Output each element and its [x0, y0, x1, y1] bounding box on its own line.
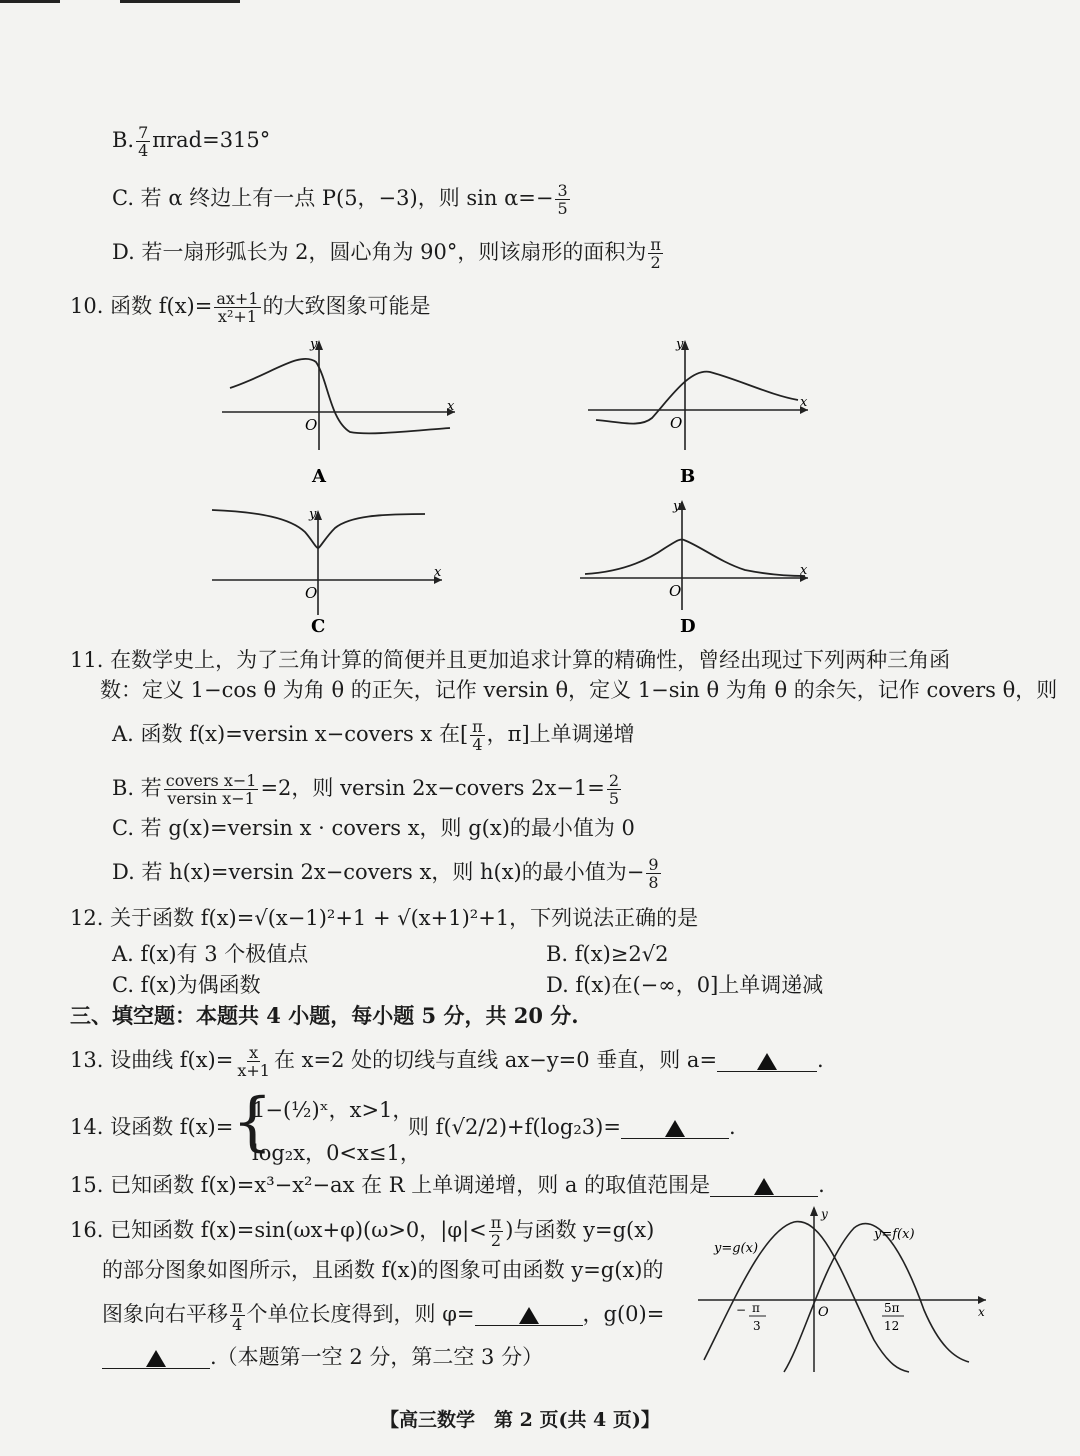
q15: 15. 已知函数 f(x)=x³−x²−ax 在 R 上单调递增，则 a 的取值范围是 . [70, 1173, 825, 1197]
svg-text:5π: 5π [884, 1301, 900, 1315]
svg-text:O: O [305, 584, 318, 602]
svg-text:y=f(x): y=f(x) [874, 1227, 915, 1242]
q10-stem: 10. 函数 f(x)= $\frac{ax+1}{\text{x²+1}}$ 的大致图象可能是 [70, 289, 431, 326]
q14-case2: log₂x，0<x≤1， [252, 1141, 421, 1165]
q14-answer-blank[interactable] [621, 1116, 729, 1139]
svg-text:A: A [312, 466, 326, 487]
svg-text:12: 12 [884, 1319, 900, 1333]
curve-f [784, 1224, 969, 1372]
q12-stem: 12. 关于函数 f(x)=√(x−1)²+1 + √(x+1)²+1，下列说法正确的是 [70, 906, 699, 930]
triangle-icon [754, 1178, 774, 1195]
svg-text:C: C [311, 616, 326, 637]
svg-text:y: y [310, 337, 318, 352]
q14-case1: 1−(½)ˣ，x>1， [252, 1098, 414, 1122]
svg-text:x: x [800, 563, 808, 578]
svg-text:3: 3 [753, 1319, 761, 1333]
svg-text:π: π [752, 1301, 760, 1315]
triangle-icon [519, 1307, 539, 1324]
svg-text:y: y [673, 499, 681, 514]
q13-answer-blank[interactable] [717, 1049, 817, 1072]
graph-c [212, 507, 442, 637]
svg-text:x: x [800, 395, 808, 410]
graph-a [222, 337, 455, 487]
q12-option-c: C. f(x)为偶函数 [112, 973, 261, 997]
page-footer: 【高三数学 第 2 页(共 4 页)】 [380, 1409, 660, 1431]
svg-text:O: O [669, 582, 682, 600]
q14-tail: 则 f(√2/2)+f(log₂3)= . [408, 1115, 736, 1139]
q11-option-c: C. 若 g(x)=versin x · covers x，则 g(x)的最小值为 0 [112, 816, 635, 840]
q16-line3: 图象向右平移 $\frac{\pi}{4}$ 个单位长度得到，则 φ= ，g(0)= [102, 1297, 665, 1334]
q15-answer-blank[interactable] [710, 1174, 818, 1197]
svg-text:y: y [309, 507, 317, 522]
triangle-icon [146, 1350, 166, 1367]
top-edge-mark [120, 0, 240, 3]
q11-option-d: D. 若 h(x)=versin 2x−covers x，则 h(x)的最小值为− $\frac{9}{8}$ [112, 855, 659, 892]
q12-option-a: A. f(x)有 3 个极值点 [112, 942, 309, 966]
q11-option-a: A. 函数 f(x)=versin x−covers x 在[ $\frac{\pi}{4}$ ，π]上单调递增 [112, 717, 635, 754]
svg-text:y: y [821, 1207, 828, 1221]
q9-option-d: D. 若一扇形弧长为 2，圆心角为 90°，则该扇形的面积为 $\frac{\pi}{2}$ [112, 235, 661, 272]
q14-lead: 14. 设函数 f(x)= [70, 1115, 234, 1139]
q12-option-d: D. f(x)在(−∞，0]上单调递减 [546, 973, 824, 997]
svg-text:x: x [978, 1305, 985, 1319]
q16-graph [694, 1200, 994, 1380]
svg-text:O: O [670, 414, 683, 432]
section-3-heading: 三、填空题：本题共 4 小题，每小题 5 分，共 20 分. [70, 1003, 579, 1028]
svg-text:O: O [305, 416, 318, 434]
left-brace: { [232, 1085, 273, 1159]
q13: 13. 设曲线 f(x)= $\frac{x}{x+1}$ 在 x=2 处的切线与直线 ax−y=0 垂直，则 a= . [70, 1043, 824, 1080]
q16-answer-blank-1[interactable] [475, 1303, 583, 1326]
svg-text:O: O [818, 1305, 829, 1320]
svg-text:−: − [736, 1303, 747, 1317]
svg-text:x: x [447, 399, 455, 414]
top-edge-mark [0, 0, 60, 3]
q16-line4: .（本题第一空 2 分，第二空 3 分） [102, 1344, 543, 1370]
triangle-icon [665, 1120, 685, 1137]
q9-option-b: B. $\frac{7}{4}$ πrad=315° [112, 123, 271, 160]
graph-d [580, 499, 808, 637]
triangle-icon [757, 1053, 777, 1070]
q11-stem-line1: 11. 在数学史上，为了三角计算的简便并且更加追求计算的精确性，曾经出现过下列两种三角函 [70, 648, 951, 672]
q16-line1: 16. 已知函数 f(x)=sin(ωx+φ)(ω>0，|φ|< $\frac{\pi}{2}$ )与函数 y=g(x) [70, 1213, 655, 1250]
svg-text:y=g(x): y=g(x) [714, 1241, 759, 1256]
q16-answer-blank-2[interactable] [102, 1346, 210, 1369]
q11-stem-line2: 数：定义 1−cos θ 为角 θ 的正矢，记作 versin θ，定义 1−sin θ 为角 θ 的余矢，记作 covers θ，则 [100, 678, 1058, 702]
q9-option-c: C. 若 α 终边上有一点 P(5，−3)，则 sin α=− $\frac{3}{5}$ [112, 181, 568, 218]
svg-text:B: B [680, 466, 696, 487]
svg-text:D: D [680, 616, 696, 637]
q10-graphs [0, 330, 1080, 650]
graph-b [588, 337, 808, 487]
svg-text:y: y [676, 337, 684, 352]
q12-option-b: B. f(x)≥2√2 [546, 942, 669, 966]
svg-text:x: x [434, 565, 442, 580]
q16-line2: 的部分图象如图所示，且函数 f(x)的图象可由函数 y=g(x)的 [102, 1258, 664, 1282]
q11-option-b: B. 若 $\frac{\text{covers x−1}}{\text{versin x−1}}$ =2，则 versin 2x−covers 2x−1= $\frac{2}{5}$ [112, 771, 620, 808]
